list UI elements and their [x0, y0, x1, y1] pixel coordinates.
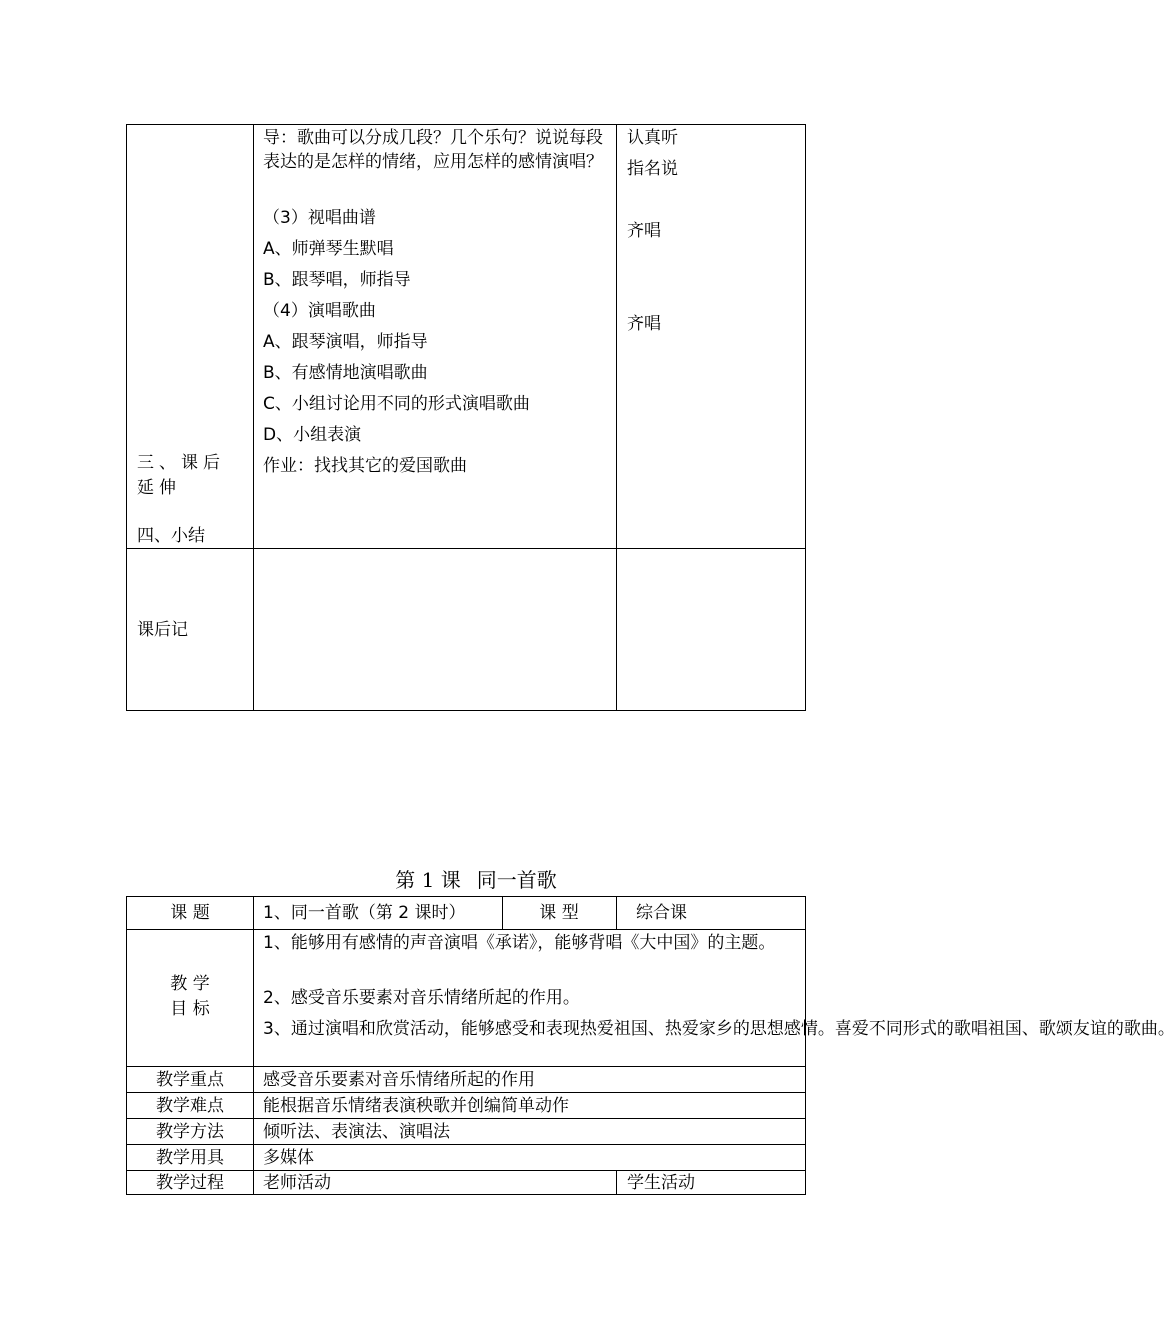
step-item: C、小组讨论用不同的形式演唱歌曲	[263, 394, 530, 414]
teaching-method-value: 倾听法、表演法、演唱法	[263, 1122, 450, 1142]
teaching-goal-3: 3、通过演唱和欣赏活动，能够感受和表现热爱祖国、热爱家乡的思想感情。喜爱不同形式的歌唱祖国、歌颂友谊的歌曲。	[263, 1019, 1175, 1039]
guide-question: 导：歌曲可以分成几段？几个乐句？说说每段表达的是怎样的情绪，应用怎样的感情演唱？	[263, 128, 603, 172]
teaching-focus-label: 教学重点	[156, 1070, 224, 1090]
student-activity-sing: 齐唱	[627, 221, 661, 241]
teaching-goal-1: 1、能够用有感情的声音演唱《承诺》，能够背唱《大中国》的主题。	[263, 933, 776, 953]
teaching-tools-label: 教学用具	[156, 1148, 224, 1168]
column-divider	[616, 897, 617, 929]
topic-label: 课 题	[170, 903, 210, 923]
teaching-difficulty-label: 教学难点	[156, 1096, 224, 1116]
teaching-goals-label-line1: 教 学	[170, 974, 210, 994]
lesson-number: 第 1 课	[395, 868, 461, 892]
column-divider	[616, 1170, 617, 1194]
lesson-type-label: 课 型	[539, 903, 579, 923]
step-sight-singing: （3）视唱曲谱	[263, 208, 376, 228]
teaching-method-label: 教学方法	[156, 1122, 224, 1142]
lesson-plan-table-continued	[126, 124, 806, 711]
teaching-goals-label-line2: 目 标	[170, 999, 210, 1019]
after-class-notes-label: 课后记	[137, 620, 188, 640]
teaching-tools-value: 多媒体	[263, 1148, 314, 1168]
step-item: A、跟琴演唱，师指导	[263, 332, 428, 352]
step-sing-song: （4）演唱歌曲	[263, 301, 376, 321]
student-activity-header: 学生活动	[627, 1173, 695, 1193]
teaching-difficulty-value: 能根据音乐情绪表演秧歌并创编简单动作	[263, 1096, 569, 1116]
student-activity-answer: 指名说	[627, 159, 678, 179]
student-activity-sing: 齐唱	[627, 314, 661, 334]
section-extension-label: 三、课后延伸	[137, 453, 225, 498]
step-item: B、跟琴唱，师指导	[263, 270, 411, 290]
lesson-info-table	[126, 896, 1175, 1195]
teaching-process-label: 教学过程	[156, 1173, 224, 1193]
lesson-name: 同一首歌	[476, 868, 557, 892]
lesson-title	[126, 864, 826, 893]
teaching-focus-value: 感受音乐要素对音乐情绪所起的作用	[263, 1070, 535, 1090]
teacher-activity-header: 老师活动	[263, 1173, 331, 1193]
step-item: B、有感情地演唱歌曲	[263, 363, 428, 383]
student-activity-listen: 认真听	[627, 128, 678, 148]
column-divider	[253, 897, 254, 1194]
topic-value: 1、同一首歌（第 2 课时）	[263, 903, 466, 923]
section-summary-label: 四、小结	[137, 526, 205, 546]
teaching-goal-2: 2、感受音乐要素对音乐情绪所起的作用。	[263, 988, 580, 1008]
step-item: D、小组表演	[263, 425, 362, 445]
step-item: A、师弹琴生默唱	[263, 239, 394, 259]
homework-text: 作业：找找其它的爱国歌曲	[263, 456, 467, 476]
column-divider	[253, 125, 254, 710]
row-divider	[127, 548, 805, 549]
column-divider	[616, 125, 617, 710]
lesson-type-value: 综合课	[636, 903, 687, 923]
